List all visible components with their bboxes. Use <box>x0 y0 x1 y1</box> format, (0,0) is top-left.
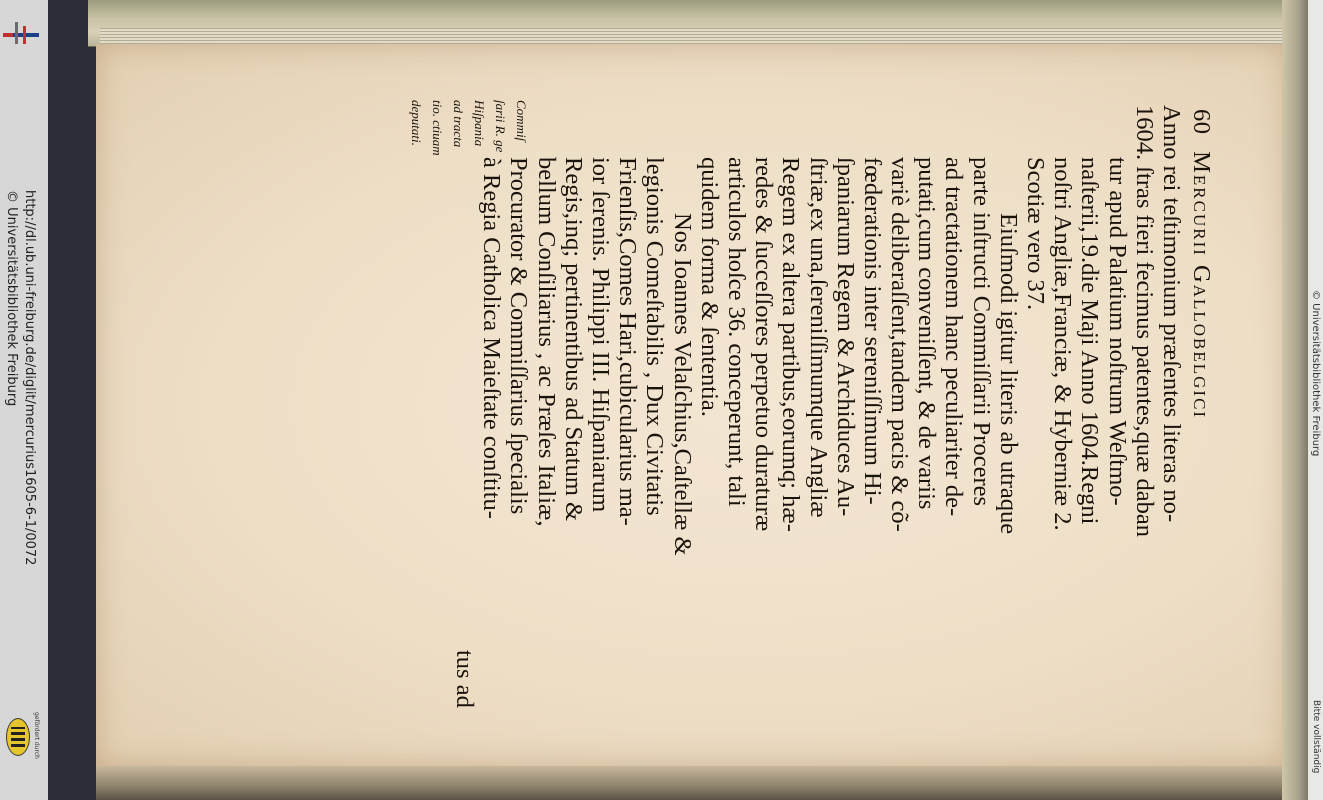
text-line: ſtriæ,ex una,ſereniſſimumque Angliæ <box>804 157 832 518</box>
margin-note-line: deputati. <box>409 100 424 146</box>
color-calibration-strip <box>1308 0 1323 800</box>
text-line: putati,cum conveniſſent, & de variis <box>913 157 941 510</box>
url-text[interactable]: http://dl.ub.uni-freiburg.de/diglit/mercurius1605-6-1/0072 <box>22 190 37 566</box>
running-head-title: Mercurii Gallobelgici <box>1188 151 1215 420</box>
text-line: Eiuſmodi igitur literis ab utraque <box>994 213 1022 535</box>
text-line: Nos Ioannes Velaſchius,Caſtellæ & <box>668 213 696 556</box>
text-line: Procurator & Commiſſarius ſpecialis <box>505 157 533 515</box>
text-line: fœderationis inter sereniſſimum Hi- <box>858 157 886 505</box>
right-strip-text-2: Bitte vollständig <box>1311 700 1321 774</box>
text-line: ad tractationem hanc peculiariter de- <box>940 157 968 517</box>
funder-seal-icon <box>6 718 30 756</box>
text-line: noſtri Angliæ,Franciæ, & Hyberniæ 2. <box>1049 157 1077 531</box>
margin-note-line: tio. ctiuam <box>430 100 445 156</box>
text-line: à Regia Catholica Maieſtate conſtitu- <box>478 157 506 519</box>
page-url[interactable] <box>4 190 50 670</box>
text-line: articulos hoſce 36. conceperunt, tali <box>723 157 750 507</box>
text-line: tur apud Palatium noſtrum Weſtmo- <box>1103 157 1131 506</box>
text-line: ior ſerenis. Philippi III. Hiſpaniarum <box>587 157 615 513</box>
text-line: parte inſtructi Commiſſarii Proceres <box>967 157 995 507</box>
text-line: Scotiæ vero 37. <box>1022 157 1050 311</box>
text-line: Regem ex altera partibus,eorumq; hæ- <box>777 157 805 532</box>
text-line: Frienſis,Comes Hari,cubicularius ma- <box>614 157 642 526</box>
text-line: 1604. ſtras fieri fecimus patentes,quæ daban <box>1130 105 1158 538</box>
margin-note-line: ſarii R. ge <box>493 100 508 153</box>
text-line: redes & ſucceſſores perpetuo duraturæ <box>750 157 778 532</box>
book-spine <box>96 766 1286 800</box>
text-line: Regis,inq; pertinentibus ad Statum & <box>559 157 587 522</box>
text-line: bellum Conſiliarius , ac Præſes Italiæ, <box>532 157 560 527</box>
library-logo-icon[interactable] <box>3 22 39 44</box>
text-line: ſpaniarum Regem & Archiduces Au- <box>831 157 859 517</box>
catchword: tus ad <box>451 650 479 708</box>
text-line: variè deliberaſſent,tandem pacis & cõ- <box>886 157 914 532</box>
running-head <box>1185 105 1215 705</box>
text-line: quidem forma & ſententia. <box>695 157 723 417</box>
text-line: legionis Comeſtabilis , Dux Civitatis <box>641 157 669 516</box>
margin-note-line: Hiſpania <box>472 100 487 147</box>
right-strip-text: © Universitätsbibliothek Freiburg <box>1310 290 1321 457</box>
page-stack-edge <box>100 28 1290 44</box>
viewer-sidebar <box>0 0 48 800</box>
page-number: 60 <box>1188 109 1215 135</box>
text-line: Anno rei teſtimonium præſentes literas no- <box>1158 105 1185 523</box>
copyright-text: © Universitätsbibliothek Freiburg <box>4 190 19 407</box>
funder-label: gefördert durch <box>33 712 40 759</box>
margin-note-line: Commiſ <box>514 100 529 142</box>
margin-note-line: ad tracta <box>451 100 466 148</box>
text-line: naſterii,19.die Maji Anno 1604.Regni <box>1076 157 1104 525</box>
